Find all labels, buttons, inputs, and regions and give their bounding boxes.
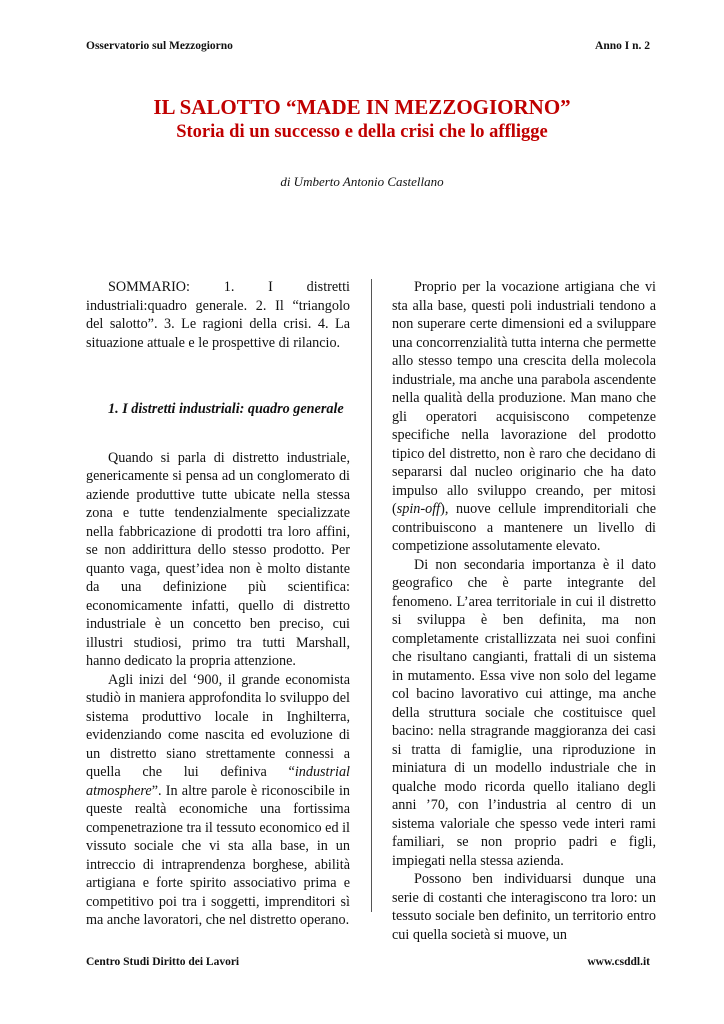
column-divider <box>371 279 372 912</box>
body-paragraph: Quando si parla di distretto industriale, genericamente si pensa ad un conglomerato di aziende produttive tutte ubicate nella stessa zona e tutte tendenzialmente specializzate nella fabbricazione di prodotti tra loro affini, se non addirittura dello stesso prodotto. Per quanto vaga, quest’idea non è molto distante da una definizione più scientifica: economicamente infatti, quello di distretto industriale è un concetto ben preciso, cui illustri studiosi, primo tra tutti Marshall, hanno dedicato la propria attenzione. <box>86 449 350 669</box>
publisher-name: Centro Studi Diritto dei Lavori <box>86 956 240 968</box>
issue-number: Anno I n. 2 <box>595 40 650 52</box>
italic-term: industrial atmosphere <box>86 764 350 799</box>
body-text: Agli inizi del ‘900, il grande economista studiò in maniera approfondita lo sviluppo del sistema produttivo locale in Inghilterra, evidenziando come nascita ed evoluzione di un distretto siano strettamente connessi a quella che lui definiva “ <box>86 671 350 780</box>
journal-name: Osservatorio sul Mezzogiorno <box>86 40 233 52</box>
website-link[interactable]: www.csddl.it <box>587 956 650 968</box>
main-title: IL SALOTTO “MADE IN MEZZOGIORNO” <box>153 95 571 119</box>
left-column <box>86 278 350 930</box>
right-column <box>392 278 656 944</box>
italic-term: spin-off <box>396 501 441 517</box>
body-paragraph <box>86 671 350 930</box>
subtitle: Storia di un successo e della crisi che lo affligge <box>176 122 548 142</box>
running-footer <box>86 956 650 968</box>
section-heading: 1. I distretti industriali: quadro generale <box>108 401 344 417</box>
body-text: ), nuove cellule imprenditoriali che contribuiscono a mantenere un livello di competizione assolutamente elevato. <box>392 501 656 554</box>
article-title <box>60 94 664 144</box>
running-header <box>86 40 650 52</box>
body-paragraph: Di non secondaria importanza è il dato geografico che è parte integrante del fenomeno. L’area territoriale in cui il distretto si sviluppa è ben definita, ma non completamente cristallizzata nei suoi confini che risultano cangianti, frattali di un sistema in mutamento. Essa vive non solo del legame col bacino lavorativo cui attinge, ma anche della struttura sociale che costituisce quel bacino: nella stragrande maggioranza dei casi si tratta di famiglie, una riproduzione in miniatura di un modello industriale che in qualche modo ricorda quello italiano degli anni ’70, con l’industria al centro di un sistema valoriale che spesso vede interi rami familiari, se non proprio padri e figli, impiegati nella stessa azienda. <box>392 556 656 869</box>
body-paragraph: Possono ben individuarsi dunque una serie di costanti che interagiscono tra loro: un tessuto sociale ben definito, un territorio entro cui quella società si muove, un <box>392 871 656 943</box>
body-text: ”. In altre parole è riconoscibile in queste realtà economiche una fortissima compenetrazione tra il tessuto economico ed il vissuto sociale che vi sta alla base, in un intreccio di intraprendenza borghese, abilità artigiana e forte spirito associativo prima e competitivo poi tra i soggetti, imprenditori sì ma anche lavoratori, che nel distretto operano. <box>86 782 350 928</box>
body-paragraph <box>392 278 656 556</box>
body-text: Proprio per la vocazione artigiana che vi sta alla base, questi poli industriali tendono a non superare certe dimensioni ed a sviluppare una concorrenzialità tutta interna che permette allo stesso tempo una crescita della molecola industriale, ma anche una parabola ascendente nella qualità della produzione. Man mano che gli operatori acquisiscono competenze specifiche nella lavorazione del prodotto tipico del distretto, non è raro che decidano di separarsi dal nucleo originario che ha dato impulso allo sviluppo creando, per mitosi ( <box>392 279 656 517</box>
author-byline: di Umberto Antonio Castellano <box>280 174 444 189</box>
summary-paragraph: SOMMARIO: 1. I distretti industriali:quadro generale. 2. Il “triangolo del salotto”. 3. Le ragioni della crisi. 4. La situazione attuale e le prospettive di rilancio. <box>86 279 350 351</box>
